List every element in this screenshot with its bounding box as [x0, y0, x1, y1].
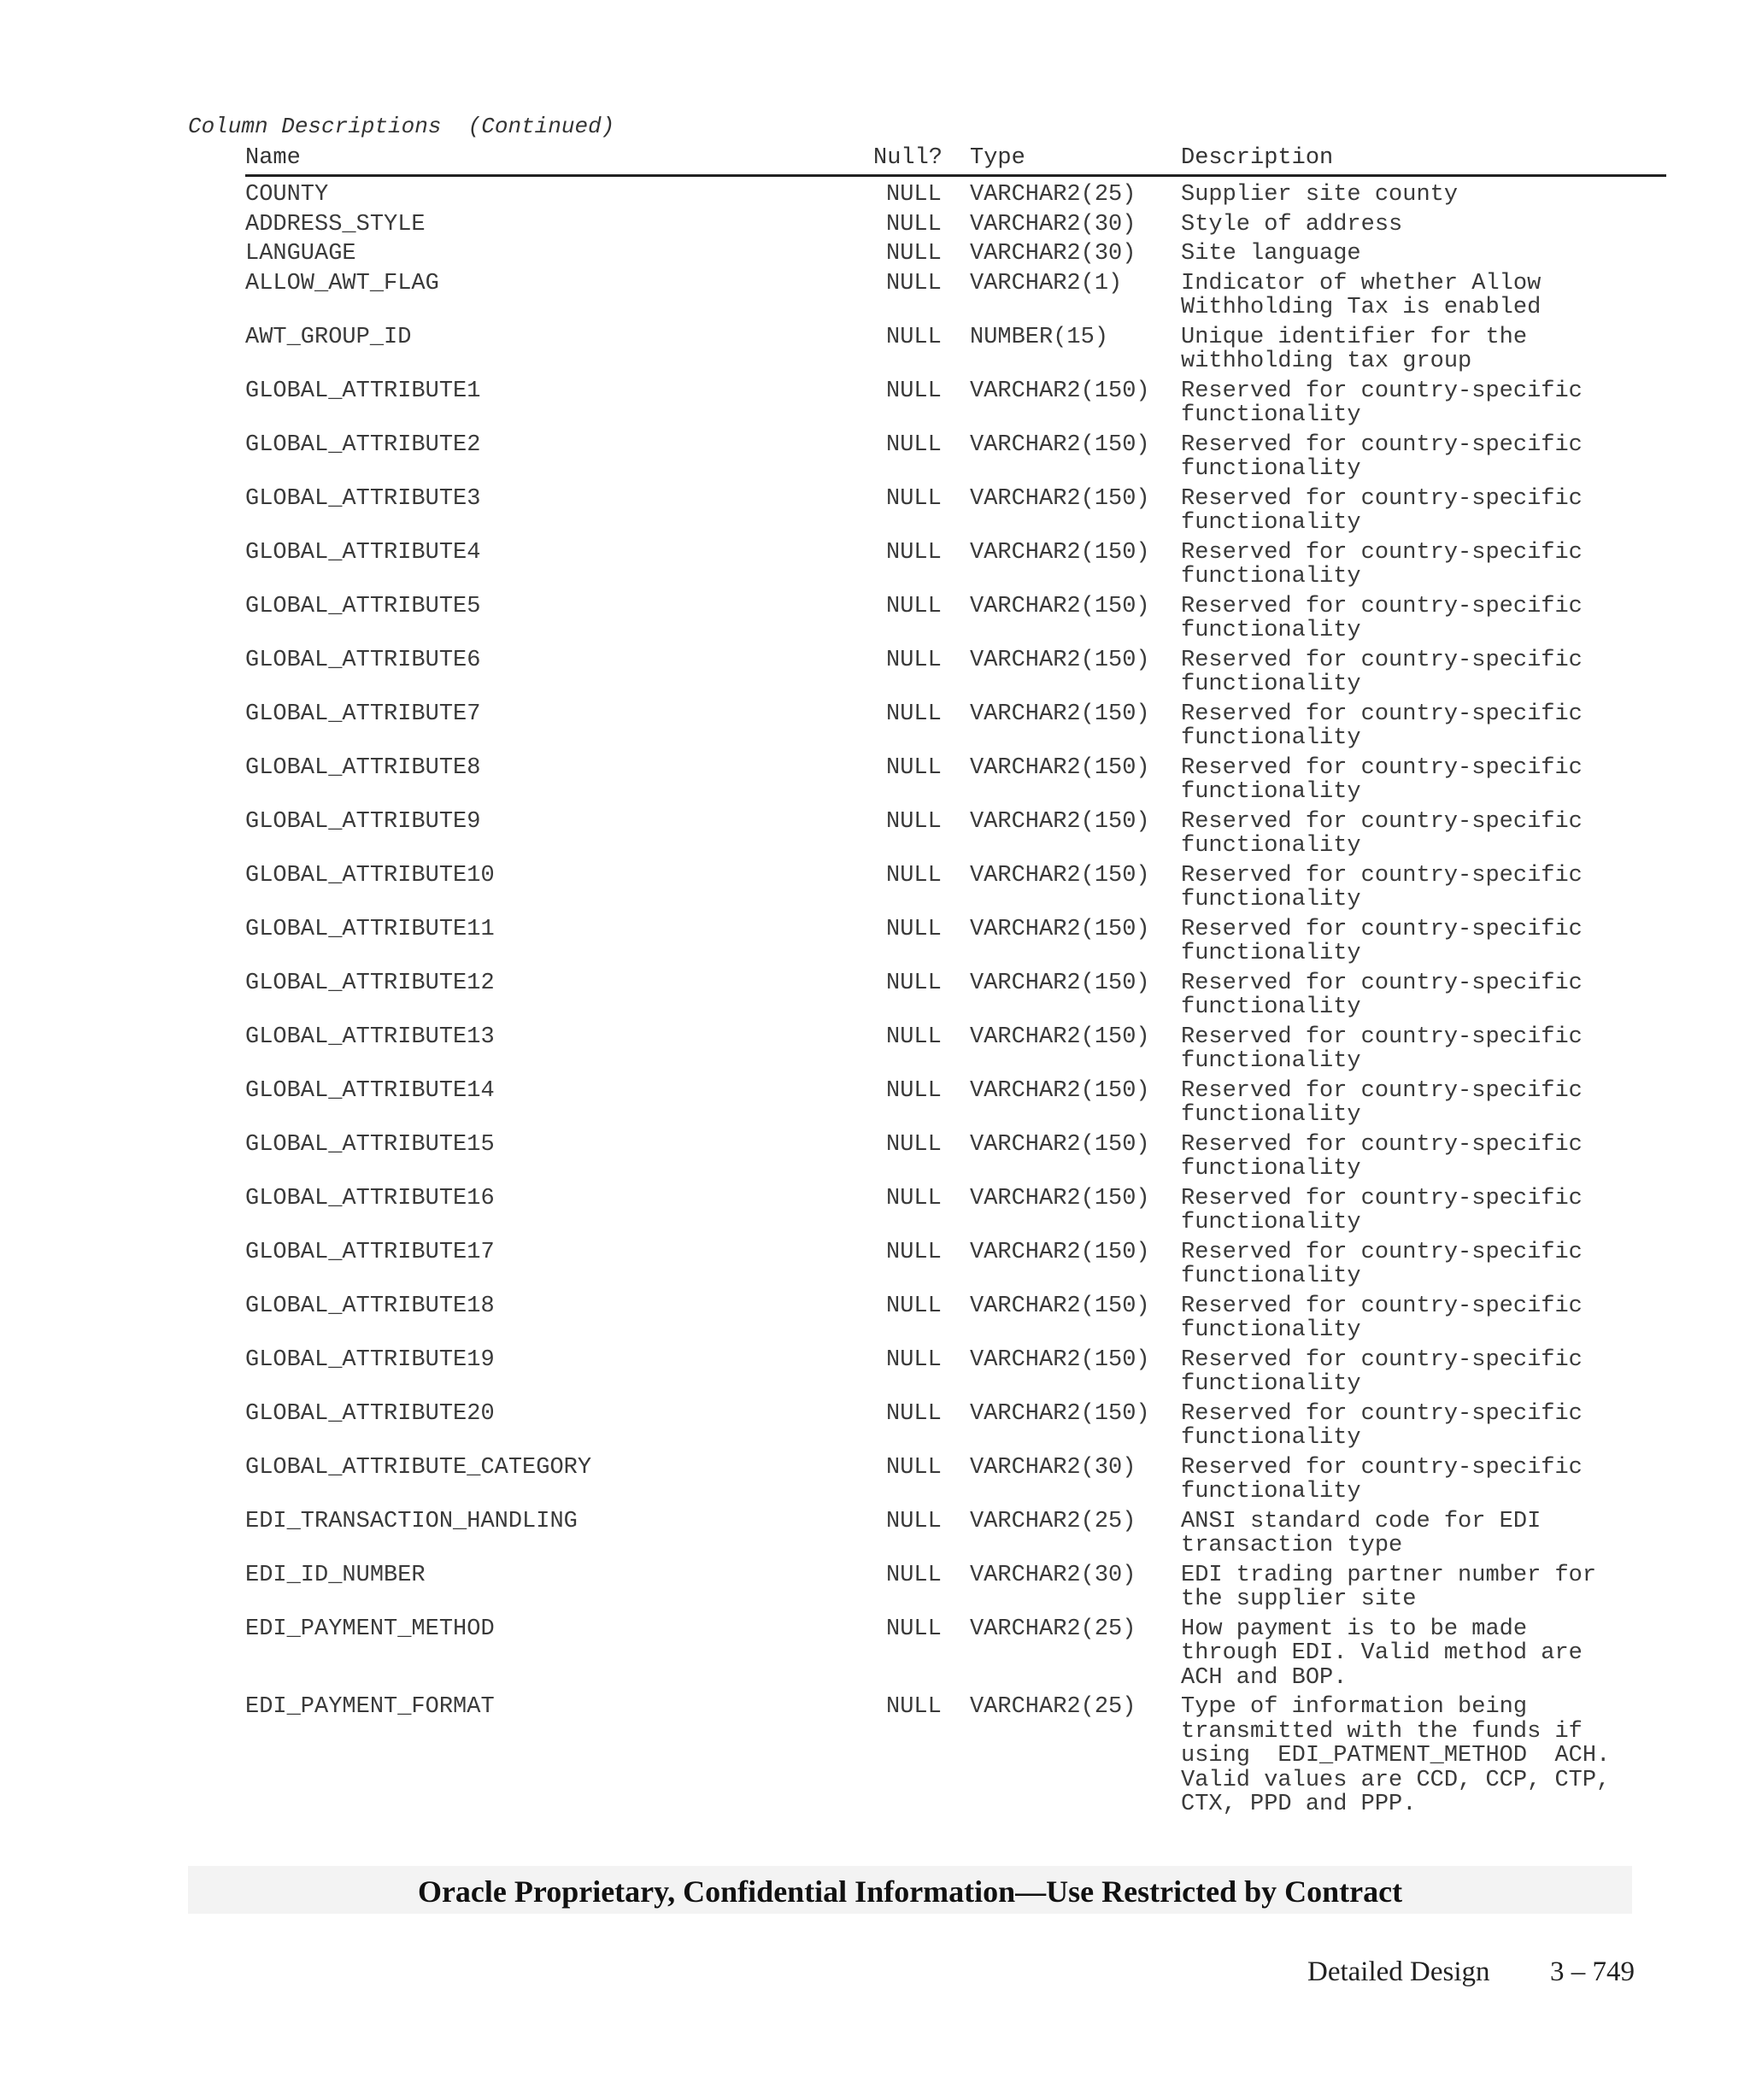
cell-type: VARCHAR2(150): [970, 808, 1150, 835]
table-row: [245, 183, 1666, 208]
table-row: [245, 1079, 1666, 1128]
table-row: [245, 487, 1666, 536]
cell-column-name: GLOBAL_ATTRIBUTE17: [245, 1239, 495, 1265]
cell-column-name: GLOBAL_ATTRIBUTE5: [245, 593, 481, 619]
cell-column-name: GLOBAL_ATTRIBUTE10: [245, 862, 495, 889]
cell-column-name: GLOBAL_ATTRIBUTE6: [245, 647, 481, 673]
table-row: [245, 1456, 1666, 1505]
cell-column-name: GLOBAL_ATTRIBUTE14: [245, 1077, 495, 1104]
cell-column-name: GLOBAL_ATTRIBUTE9: [245, 808, 481, 835]
cell-null: NULL: [886, 862, 942, 889]
cell-description: Reserved for country-specific functionality: [1181, 539, 1583, 590]
cell-null: NULL: [886, 485, 942, 512]
cell-column-name: GLOBAL_ATTRIBUTE12: [245, 970, 495, 996]
cell-null: NULL: [886, 324, 942, 350]
cell-type: VARCHAR2(30): [970, 211, 1136, 238]
cell-description: How payment is to be made through EDI. Valid method are ACH and BOP.: [1181, 1616, 1583, 1691]
cell-null: NULL: [886, 241, 942, 267]
table-row: [245, 272, 1666, 320]
cell-type: VARCHAR2(1): [970, 270, 1123, 296]
cell-column-name: EDI_PAYMENT_METHOD: [245, 1616, 495, 1642]
cell-description: Reserved for country-specific functionality: [1181, 1400, 1583, 1451]
cell-description: Reserved for country-specific functionality: [1181, 970, 1583, 1020]
cell-description: Reserved for country-specific functionality: [1181, 808, 1583, 859]
cell-type: VARCHAR2(30): [970, 1454, 1136, 1481]
cell-type: VARCHAR2(25): [970, 1508, 1136, 1534]
cell-type: VARCHAR2(150): [970, 485, 1150, 512]
table-row: [245, 242, 1666, 267]
cell-description: Reserved for country-specific functionality: [1181, 593, 1583, 643]
cell-null: NULL: [886, 1346, 942, 1373]
cell-description: Supplier site county: [1181, 182, 1459, 208]
cell-null: NULL: [886, 211, 942, 238]
cell-type: VARCHAR2(150): [970, 862, 1150, 889]
table-row: [245, 1402, 1666, 1451]
table-row: [245, 648, 1666, 697]
cell-null: NULL: [886, 1131, 942, 1158]
cell-null: NULL: [886, 378, 942, 404]
cell-description: Indicator of whether Allow Withholding Tax is enabled: [1181, 270, 1542, 320]
cell-type: VARCHAR2(150): [970, 1024, 1150, 1050]
cell-column-name: GLOBAL_ATTRIBUTE7: [245, 701, 481, 727]
cell-column-name: GLOBAL_ATTRIBUTE20: [245, 1400, 495, 1427]
column-header-name: Name: [245, 145, 301, 171]
cell-type: VARCHAR2(150): [970, 1400, 1150, 1427]
cell-column-name: EDI_PAYMENT_FORMAT: [245, 1694, 495, 1720]
cell-description: Type of information being transmitted with the funds if using EDI_PATMENT_METHOD ACH. Valid values are CCD, CCP, CTP, CTX, PPD and PPP.: [1181, 1694, 1611, 1817]
cell-description: ANSI standard code for EDI transaction type: [1181, 1508, 1542, 1558]
cell-null: NULL: [886, 647, 942, 673]
cell-type: VARCHAR2(25): [970, 182, 1136, 208]
cell-description: EDI trading partner number for the supplier site: [1181, 1562, 1597, 1612]
table-row: [245, 1695, 1666, 1817]
cell-null: NULL: [886, 431, 942, 458]
cell-description: Reserved for country-specific functionality: [1181, 916, 1583, 966]
cell-null: NULL: [886, 754, 942, 781]
cell-type: VARCHAR2(150): [970, 701, 1150, 727]
cell-type: VARCHAR2(150): [970, 916, 1150, 942]
cell-column-name: GLOBAL_ATTRIBUTE15: [245, 1131, 495, 1158]
cell-description: Reserved for country-specific functionality: [1181, 754, 1583, 805]
cell-column-name: LANGUAGE: [245, 241, 356, 267]
table-row: [245, 810, 1666, 859]
cell-description: Reserved for country-specific functionality: [1181, 1239, 1583, 1289]
cell-null: NULL: [886, 270, 942, 296]
cell-type: VARCHAR2(150): [970, 378, 1150, 404]
cell-column-name: GLOBAL_ATTRIBUTE_CATEGORY: [245, 1454, 592, 1481]
cell-null: NULL: [886, 1508, 942, 1534]
running-title: Detailed Design: [1307, 1956, 1490, 1987]
cell-type: VARCHAR2(150): [970, 647, 1150, 673]
cell-null: NULL: [886, 1077, 942, 1104]
cell-type: VARCHAR2(25): [970, 1694, 1136, 1720]
table-row: [245, 541, 1666, 590]
cell-description: Reserved for country-specific functionality: [1181, 431, 1583, 482]
cell-column-name: GLOBAL_ATTRIBUTE4: [245, 539, 481, 566]
cell-description: Reserved for country-specific functionality: [1181, 1077, 1583, 1128]
cell-description: Reserved for country-specific functionality: [1181, 1346, 1583, 1397]
cell-type: NUMBER(15): [970, 324, 1109, 350]
cell-null: NULL: [886, 1694, 942, 1720]
cell-column-name: GLOBAL_ATTRIBUTE16: [245, 1185, 495, 1211]
table-row: [245, 1025, 1666, 1074]
cell-description: Reserved for country-specific functionality: [1181, 862, 1583, 912]
cell-type: VARCHAR2(150): [970, 1185, 1150, 1211]
cell-null: NULL: [886, 539, 942, 566]
cell-column-name: EDI_TRANSACTION_HANDLING: [245, 1508, 578, 1534]
cell-type: VARCHAR2(150): [970, 1293, 1150, 1319]
table-row: [245, 702, 1666, 751]
table-row: [245, 433, 1666, 482]
table-row: [245, 595, 1666, 643]
table-row: [245, 1617, 1666, 1691]
cell-type: VARCHAR2(150): [970, 1077, 1150, 1104]
cell-description: Reserved for country-specific functionality: [1181, 1185, 1583, 1235]
cell-null: NULL: [886, 1454, 942, 1481]
cell-description: Reserved for country-specific functionality: [1181, 701, 1583, 751]
table-header-row: [245, 145, 1666, 177]
cell-type: VARCHAR2(25): [970, 1616, 1136, 1642]
cell-column-name: GLOBAL_ATTRIBUTE19: [245, 1346, 495, 1373]
cell-null: NULL: [886, 1024, 942, 1050]
table-row: [245, 1187, 1666, 1235]
cell-description: Reserved for country-specific functionality: [1181, 1293, 1583, 1343]
table-row: [245, 379, 1666, 428]
table-row: [245, 213, 1666, 238]
cell-description: Site language: [1181, 241, 1361, 267]
cell-column-name: GLOBAL_ATTRIBUTE13: [245, 1024, 495, 1050]
cell-description: Style of address: [1181, 211, 1403, 238]
cell-null: NULL: [886, 1185, 942, 1211]
cell-column-name: GLOBAL_ATTRIBUTE1: [245, 378, 481, 404]
cell-type: VARCHAR2(30): [970, 241, 1136, 267]
cell-type: VARCHAR2(150): [970, 1131, 1150, 1158]
confidential-notice: Oracle Proprietary, Confidential Information––Use Restricted by Contract: [417, 1874, 1403, 1909]
table-row: [245, 1563, 1666, 1612]
table-row: [245, 756, 1666, 805]
cell-type: VARCHAR2(30): [970, 1562, 1136, 1588]
table-row: [245, 918, 1666, 966]
cell-column-name: GLOBAL_ATTRIBUTE18: [245, 1293, 495, 1319]
cell-column-name: COUNTY: [245, 182, 329, 208]
cell-description: Reserved for country-specific functionality: [1181, 378, 1583, 428]
cell-column-name: ADDRESS_STYLE: [245, 211, 426, 238]
cell-type: VARCHAR2(150): [970, 539, 1150, 566]
cell-column-name: GLOBAL_ATTRIBUTE3: [245, 485, 481, 512]
cell-description: Unique identifier for the withholding tax group: [1181, 324, 1528, 374]
cell-description: Reserved for country-specific functionality: [1181, 1024, 1583, 1074]
cell-description: Reserved for country-specific functionality: [1181, 485, 1583, 536]
table-row: [245, 1348, 1666, 1397]
table-row: [245, 864, 1666, 912]
table-row: [245, 971, 1666, 1020]
cell-null: NULL: [886, 182, 942, 208]
cell-null: NULL: [886, 808, 942, 835]
column-header-type: Type: [970, 145, 1025, 171]
cell-description: Reserved for country-specific functionality: [1181, 1454, 1583, 1505]
cell-null: NULL: [886, 1400, 942, 1427]
table-caption: Column Descriptions (Continued): [188, 114, 615, 139]
cell-column-name: AWT_GROUP_ID: [245, 324, 412, 350]
cell-null: NULL: [886, 593, 942, 619]
cell-column-name: ALLOW_AWT_FLAG: [245, 270, 439, 296]
confidential-notice-band: [188, 1866, 1632, 1914]
column-header-description: Description: [1181, 145, 1334, 171]
cell-type: VARCHAR2(150): [970, 593, 1150, 619]
cell-null: NULL: [886, 916, 942, 942]
table-row: [245, 326, 1666, 374]
page-number: 3 – 749: [1550, 1956, 1635, 1987]
cell-column-name: EDI_ID_NUMBER: [245, 1562, 426, 1588]
cell-null: NULL: [886, 1293, 942, 1319]
cell-column-name: GLOBAL_ATTRIBUTE11: [245, 916, 495, 942]
cell-null: NULL: [886, 1562, 942, 1588]
cell-type: VARCHAR2(150): [970, 431, 1150, 458]
cell-type: VARCHAR2(150): [970, 970, 1150, 996]
cell-column-name: GLOBAL_ATTRIBUTE2: [245, 431, 481, 458]
cell-type: VARCHAR2(150): [970, 1346, 1150, 1373]
cell-description: Reserved for country-specific functionality: [1181, 1131, 1583, 1182]
cell-null: NULL: [886, 701, 942, 727]
cell-null: NULL: [886, 1616, 942, 1642]
table-row: [245, 1510, 1666, 1558]
cell-null: NULL: [886, 1239, 942, 1265]
table-row: [245, 1294, 1666, 1343]
cell-description: Reserved for country-specific functionality: [1181, 647, 1583, 697]
cell-null: NULL: [886, 970, 942, 996]
table-row: [245, 1241, 1666, 1289]
cell-type: VARCHAR2(150): [970, 1239, 1150, 1265]
column-description-table: [245, 183, 1666, 1822]
cell-column-name: GLOBAL_ATTRIBUTE8: [245, 754, 481, 781]
table-row: [245, 1133, 1666, 1182]
column-header-null: Null?: [873, 145, 943, 171]
cell-type: VARCHAR2(150): [970, 754, 1150, 781]
